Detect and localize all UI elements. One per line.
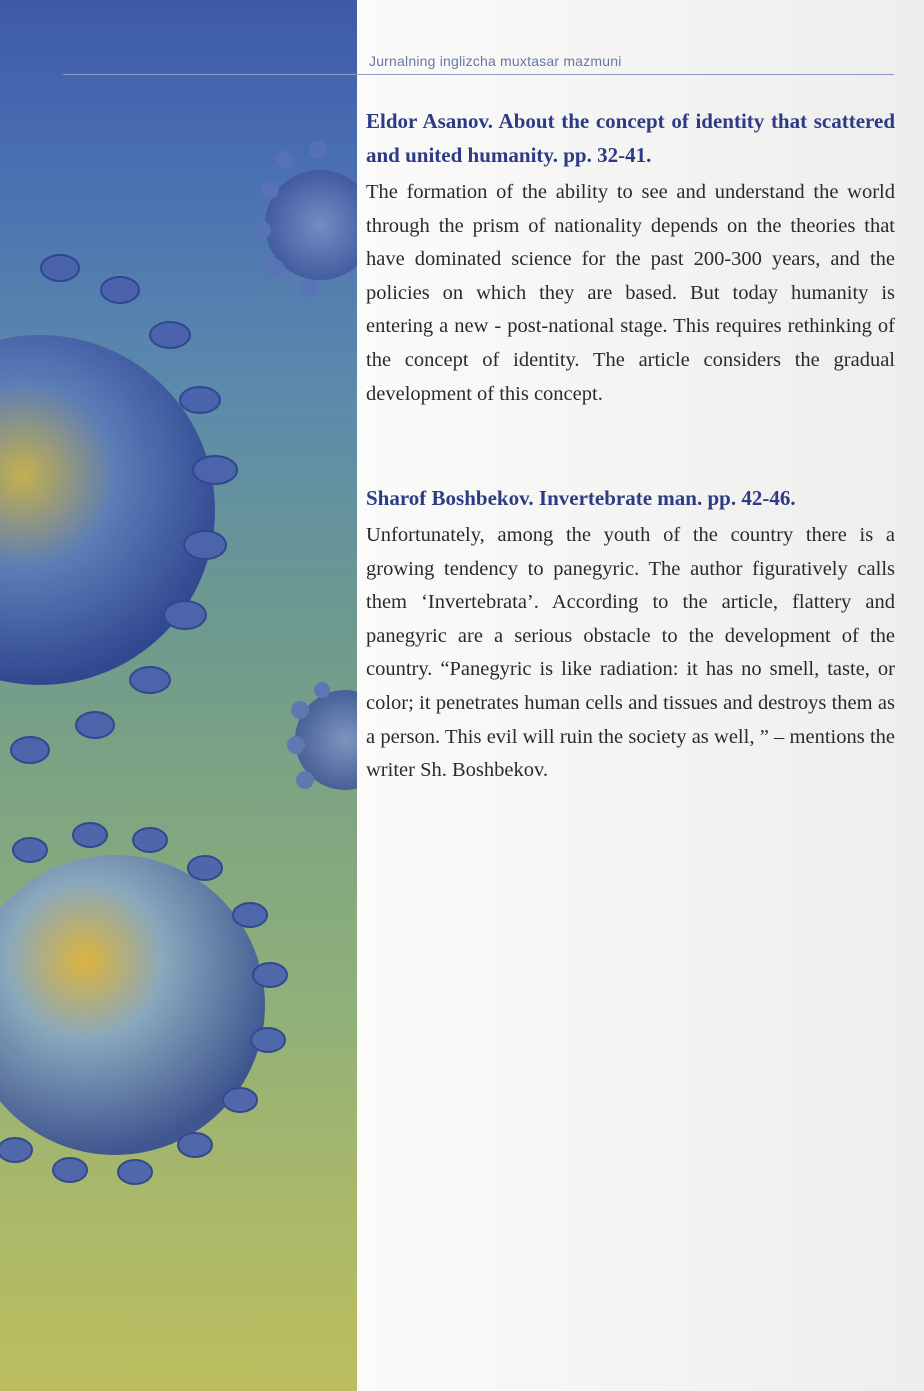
decorative-left-panel bbox=[0, 0, 357, 1391]
running-head: Jurnalning inglizcha muxtasar mazmuni bbox=[369, 53, 622, 69]
article-boshbekov bbox=[366, 481, 895, 788]
virus-large-lower bbox=[0, 823, 287, 1184]
virus-small-top bbox=[253, 141, 357, 297]
virus-small-middle bbox=[287, 682, 357, 790]
article-body: Unfortunately, among the youth of the country there is a growing tendency to panegyric. The author figuratively calls them ‘Invertebrata’. According to the article, flattery and panegyric are a serious obstacle to the development of the country. “Panegyric is like radiation: it has no smell, taste, or color; it penetrates human cells and tissues and destroys them as a person. This evil will ruin the society as well, ” – mentions the writer Sh. Boshbekov. bbox=[366, 524, 895, 782]
header-rule bbox=[63, 74, 894, 75]
article-body: The formation of the ability to see and understand the world through the prism of nationality depends on the theories that have dominated science for the past 200-300 years, and the policies on which they are based. But today humanity is entering a new - post-national stage. This requires rethinking of the concept of identity. The article considers the gradual development of this concept. bbox=[366, 181, 895, 405]
virus-large-upper bbox=[0, 255, 237, 763]
virus-illustration-icon bbox=[0, 0, 357, 1391]
article-title: Eldor Asanov. About the concept of identity that scattered and united humanity. pp. 32-41. bbox=[366, 109, 895, 167]
article-asanov bbox=[366, 104, 895, 411]
article-title: Sharof Boshbekov. Invertebrate man. pp. 42-46. bbox=[366, 486, 796, 510]
